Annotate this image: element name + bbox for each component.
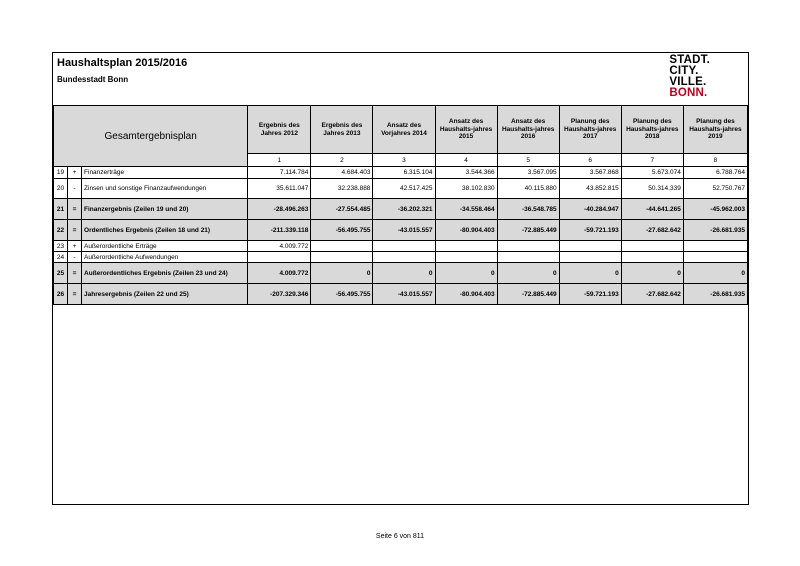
table-row bbox=[54, 220, 748, 241]
value-cell: -211.339.118 bbox=[248, 220, 311, 241]
row-operator: + bbox=[68, 167, 82, 179]
table-row bbox=[54, 167, 748, 179]
value-cell: 3.544.366 bbox=[435, 167, 497, 179]
column-header: Ergebnis des Jahres 2012 bbox=[248, 106, 311, 154]
value-cell bbox=[373, 252, 435, 263]
value-cell: -59.721.193 bbox=[559, 284, 621, 305]
value-cell: -26.681.935 bbox=[683, 220, 747, 241]
value-cell bbox=[621, 252, 683, 263]
value-cell: -56.495.755 bbox=[311, 220, 373, 241]
value-cell: -36.548.785 bbox=[497, 199, 559, 220]
column-number: 5 bbox=[497, 154, 559, 167]
value-cell: -207.329.346 bbox=[248, 284, 311, 305]
value-cell: -40.284.947 bbox=[559, 199, 621, 220]
value-cell: 0 bbox=[373, 263, 435, 284]
row-label: Zinsen und sonstige Finanzaufwendungen bbox=[82, 179, 248, 199]
value-cell: -34.558.464 bbox=[435, 199, 497, 220]
ergebnisplan-table bbox=[53, 105, 748, 305]
value-cell bbox=[683, 252, 747, 263]
value-cell: -44.641.265 bbox=[621, 199, 683, 220]
row-operator: = bbox=[68, 220, 82, 241]
value-cell: 43.852.815 bbox=[559, 179, 621, 199]
logo-line-2: CITY. bbox=[669, 65, 699, 77]
value-cell: -26.681.935 bbox=[683, 284, 747, 305]
column-header: Ansatz des Haushalts-jahres 2015 bbox=[435, 106, 497, 154]
value-cell: -80.904.403 bbox=[435, 220, 497, 241]
row-number: 23 bbox=[54, 241, 68, 252]
value-cell: -72.885.449 bbox=[497, 220, 559, 241]
row-label: Außerordentliche Aufwendungen bbox=[82, 252, 248, 263]
value-cell: 42.517.425 bbox=[373, 179, 435, 199]
table-row bbox=[54, 179, 748, 199]
value-cell: -36.202.321 bbox=[373, 199, 435, 220]
value-cell: 0 bbox=[683, 263, 747, 284]
column-number: 2 bbox=[311, 154, 373, 167]
value-cell: 4.684.403 bbox=[311, 167, 373, 179]
table-row bbox=[54, 252, 748, 263]
logo-line-1: STADT. bbox=[669, 54, 710, 66]
value-cell: -80.904.403 bbox=[435, 284, 497, 305]
value-cell: -28.496.263 bbox=[248, 199, 311, 220]
city-logo bbox=[669, 55, 710, 99]
value-cell bbox=[497, 252, 559, 263]
row-operator: - bbox=[68, 252, 82, 263]
value-cell: 3.567.868 bbox=[559, 167, 621, 179]
value-cell: 0 bbox=[311, 263, 373, 284]
page-frame bbox=[52, 52, 749, 505]
value-cell: -43.015.557 bbox=[373, 220, 435, 241]
column-header: Planung des Haushalts-jahres 2017 bbox=[559, 106, 621, 154]
value-cell: 6.788.764 bbox=[683, 167, 747, 179]
row-number: 25 bbox=[54, 263, 68, 284]
value-cell: -59.721.193 bbox=[559, 220, 621, 241]
column-number: 4 bbox=[435, 154, 497, 167]
row-label: Außerordentliche Erträge bbox=[82, 241, 248, 252]
value-cell: 4.009.772 bbox=[248, 241, 311, 252]
column-header: Planung des Haushalts-jahres 2019 bbox=[683, 106, 747, 154]
value-cell: -56.495.755 bbox=[311, 284, 373, 305]
column-number: 8 bbox=[683, 154, 747, 167]
value-cell: 5.673.074 bbox=[621, 167, 683, 179]
value-cell: 0 bbox=[621, 263, 683, 284]
logo-line-3: VILLE. bbox=[669, 76, 707, 88]
value-cell: 50.314.339 bbox=[621, 179, 683, 199]
row-label: Ordentliches Ergebnis (Zeilen 18 und 21) bbox=[82, 220, 248, 241]
value-cell bbox=[559, 241, 621, 252]
value-cell: 4.009.772 bbox=[248, 263, 311, 284]
table-row bbox=[54, 263, 748, 284]
value-cell: 0 bbox=[559, 263, 621, 284]
value-cell bbox=[435, 241, 497, 252]
value-cell: 7.114.784 bbox=[248, 167, 311, 179]
row-operator: = bbox=[68, 263, 82, 284]
section-title: Gesamtergebnisplan bbox=[54, 106, 248, 167]
column-header: Ansatz des Haushalts-jahres 2016 bbox=[497, 106, 559, 154]
value-cell: 32.238.888 bbox=[311, 179, 373, 199]
logo-line-4: BONN. bbox=[669, 87, 708, 99]
value-cell bbox=[621, 241, 683, 252]
value-cell bbox=[248, 252, 311, 263]
row-operator: = bbox=[68, 199, 82, 220]
row-number: 19 bbox=[54, 167, 68, 179]
table-row bbox=[54, 199, 748, 220]
row-label: Außerordentliches Ergebnis (Zeilen 23 und 24) bbox=[82, 263, 248, 284]
row-number: 21 bbox=[54, 199, 68, 220]
column-header: Ansatz des Vorjahres 2014 bbox=[373, 106, 435, 154]
value-cell: -45.962.003 bbox=[683, 199, 747, 220]
value-cell: -72.885.449 bbox=[497, 284, 559, 305]
row-operator: = bbox=[68, 284, 82, 305]
value-cell: 52.750.767 bbox=[683, 179, 747, 199]
value-cell bbox=[683, 241, 747, 252]
page-footer: Seite 6 von 811 bbox=[375, 533, 425, 540]
column-number: 1 bbox=[248, 154, 311, 167]
value-cell: 0 bbox=[497, 263, 559, 284]
value-cell: 35.611.047 bbox=[248, 179, 311, 199]
value-cell: 40.115.880 bbox=[497, 179, 559, 199]
value-cell bbox=[559, 252, 621, 263]
value-cell bbox=[373, 241, 435, 252]
value-cell bbox=[435, 252, 497, 263]
table-row bbox=[54, 241, 748, 252]
page-title: Haushaltsplan 2015/2016 bbox=[57, 57, 188, 69]
value-cell: -27.554.485 bbox=[311, 199, 373, 220]
row-label: Finanzerträge bbox=[82, 167, 248, 179]
value-cell: -27.682.642 bbox=[621, 284, 683, 305]
value-cell: -43.015.557 bbox=[373, 284, 435, 305]
page-header bbox=[53, 53, 748, 106]
value-cell: -27.682.642 bbox=[621, 220, 683, 241]
column-number: 6 bbox=[559, 154, 621, 167]
column-header: Ergebnis des Jahres 2013 bbox=[311, 106, 373, 154]
row-number: 24 bbox=[54, 252, 68, 263]
row-number: 20 bbox=[54, 179, 68, 199]
row-operator: + bbox=[68, 241, 82, 252]
value-cell: 3.567.095 bbox=[497, 167, 559, 179]
row-operator: - bbox=[68, 179, 82, 199]
column-number: 7 bbox=[621, 154, 683, 167]
row-number: 26 bbox=[54, 284, 68, 305]
row-label: Finanzergebnis (Zeilen 19 und 20) bbox=[82, 199, 248, 220]
value-cell: 38.102.830 bbox=[435, 179, 497, 199]
value-cell: 0 bbox=[435, 263, 497, 284]
column-header: Planung des Haushalts-jahres 2018 bbox=[621, 106, 683, 154]
value-cell bbox=[311, 252, 373, 263]
value-cell: 6.315.104 bbox=[373, 167, 435, 179]
row-number: 22 bbox=[54, 220, 68, 241]
column-number: 3 bbox=[373, 154, 435, 167]
page-subtitle: Bundesstadt Bonn bbox=[57, 75, 129, 84]
table-row bbox=[54, 284, 748, 305]
value-cell bbox=[311, 241, 373, 252]
value-cell bbox=[497, 241, 559, 252]
row-label: Jahresergebnis (Zeilen 22 und 25) bbox=[82, 284, 248, 305]
column-header-row bbox=[54, 106, 748, 154]
